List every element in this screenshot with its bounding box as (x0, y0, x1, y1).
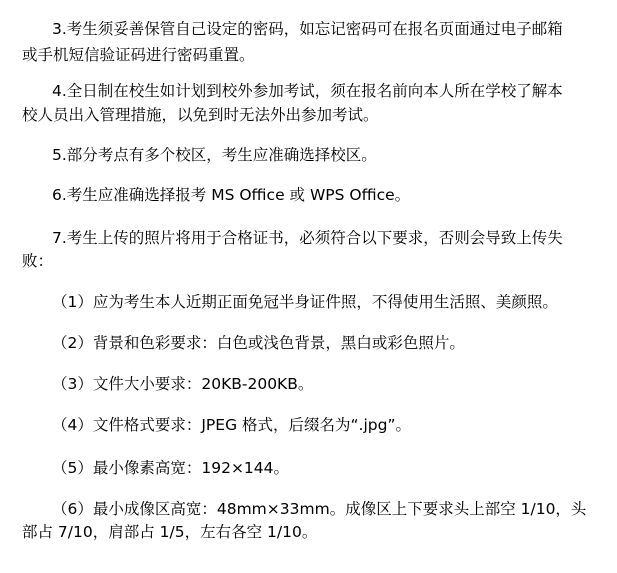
paragraph-7-line-2: 败： (22, 252, 54, 270)
requirement-1: （1）应为考生本人近期正面免冠半身证件照，不得使用生活照、美颜照。 (52, 293, 558, 311)
paragraph-7-line-1: 7.考生上传的照片将用于合格证书，必须符合以下要求，否则会导致上传失 (52, 229, 563, 247)
paragraph-6: 6.考生应准确选择报考 MS Office 或 WPS Office。 (52, 186, 411, 204)
paragraph-4-line-1: 4.全日制在校生如计划到校外参加考试，须在报名前向本人所在学校了解本 (52, 82, 563, 100)
paragraph-3-line-1: 3.考生须妥善保管自己设定的密码，如忘记密码可在报名页面通过电子邮箱 (52, 20, 563, 38)
paragraph-3-line-2: 或手机短信验证码进行密码重置。 (22, 46, 255, 64)
requirement-5: （5）最小像素高宽：192×144。 (52, 459, 290, 477)
paragraph-4-line-2: 校人员出入管理措施，以免到时无法外出参加考试。 (22, 106, 379, 124)
requirement-6-line-2: 部占 7/10，肩部占 1/5，左右各空 1/10。 (22, 523, 318, 541)
requirement-2: （2）背景和色彩要求：白色或浅色背景，黑白或彩色照片。 (52, 334, 465, 352)
paragraph-5: 5.部分考点有多个校区，考生应准确选择校区。 (52, 146, 377, 164)
requirement-3: （3）文件大小要求：20KB-200KB。 (52, 375, 314, 393)
requirement-4: （4）文件格式要求：JPEG 格式，后缀名为“.jpg”。 (52, 416, 411, 434)
requirement-6-line-1: （6）最小成像区高宽：48mm×33mm。成像区上下要求头上部空 1/10，头 (52, 500, 587, 518)
